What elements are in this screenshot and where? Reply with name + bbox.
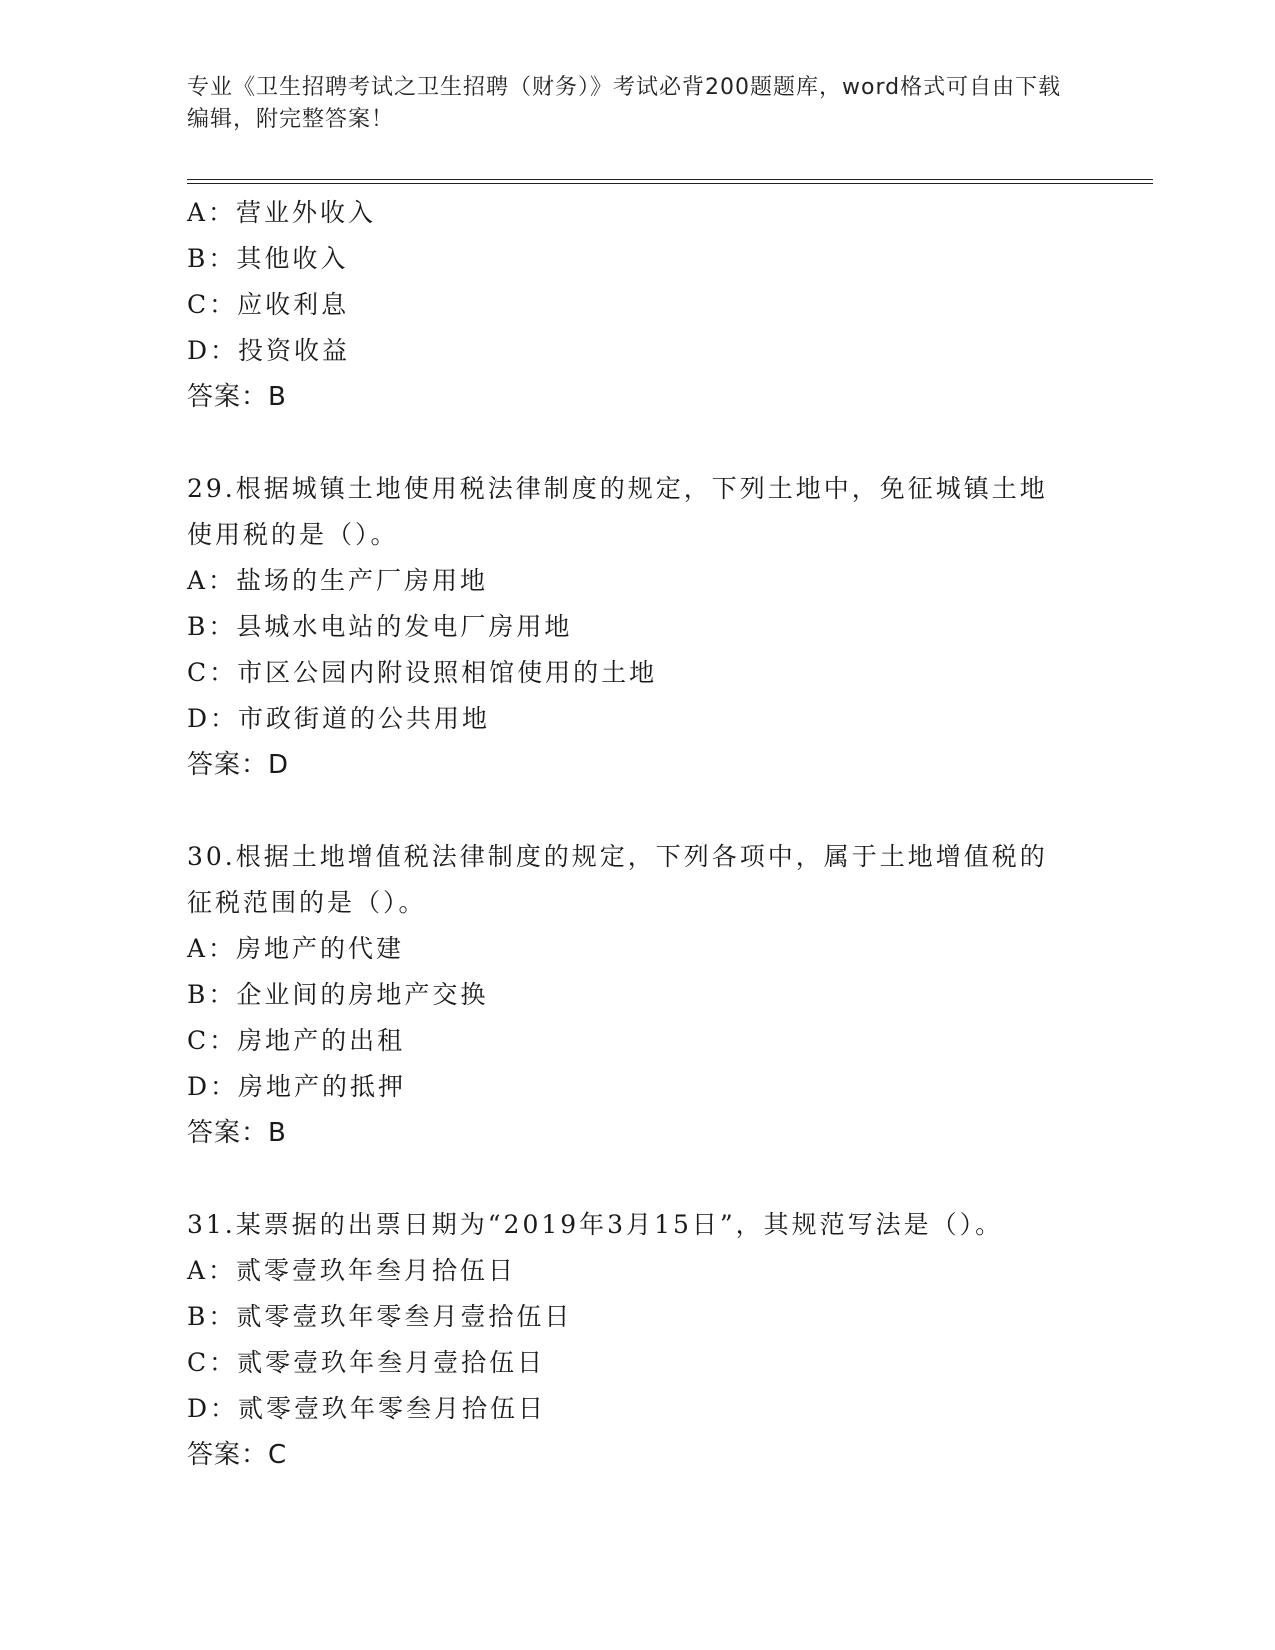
- option-b: B：其他收入: [187, 244, 349, 273]
- option-c: C：市区公园内附设照相馆使用的土地: [187, 658, 658, 687]
- question-stem-line2: 征税范围的是（）。: [187, 888, 427, 917]
- answer-line: 答案：D: [187, 750, 290, 780]
- option-d: D：房地产的抵押: [187, 1072, 407, 1101]
- question-31: [187, 1202, 1087, 1478]
- question-partial: [187, 190, 1087, 420]
- option-b: B：贰零壹玖年零叁月壹拾伍日: [187, 1302, 573, 1331]
- question-stem-line1: 31.某票据的出票日期为“2019年3月15日”，其规范写法是（）。: [187, 1210, 1004, 1239]
- question-29: [187, 466, 1087, 788]
- option-c: C：应收利息: [187, 290, 350, 319]
- answer-line: 答案：B: [187, 382, 287, 412]
- option-a: A：房地产的代建: [187, 934, 405, 963]
- option-d: D：投资收益: [187, 336, 351, 365]
- option-d: D：贰零壹玖年零叁月拾伍日: [187, 1394, 547, 1423]
- header-rule-bottom: [187, 183, 1153, 184]
- option-c: C：贰零壹玖年叁月壹拾伍日: [187, 1348, 546, 1377]
- question-30: [187, 834, 1087, 1156]
- option-a: A：贰零壹玖年叁月拾伍日: [187, 1256, 517, 1285]
- header-rule-top: [187, 179, 1153, 180]
- document-header: 专业《卫生招聘考试之卫生招聘（财务）》考试必背200题题库，word格式可自由下载编辑，附完整答案！: [187, 75, 1062, 132]
- option-b: B：企业间的房地产交换: [187, 980, 489, 1009]
- option-b: B：县城水电站的发电厂房用地: [187, 612, 573, 641]
- question-stem-line1: 29.根据城镇土地使用税法律制度的规定，下列土地中，免征城镇土地: [187, 474, 1048, 503]
- option-a: A：盐场的生产厂房用地: [187, 566, 489, 595]
- option-d: D：市政街道的公共用地: [187, 704, 491, 733]
- question-list: [187, 190, 1087, 1524]
- answer-line: 答案：C: [187, 1440, 288, 1470]
- answer-line: 答案：B: [187, 1118, 287, 1148]
- option-a: A：营业外收入: [187, 198, 377, 227]
- question-stem-line1: 30.根据土地增值税法律制度的规定，下列各项中，属于土地增值税的: [187, 842, 1048, 871]
- question-stem-line2: 使用税的是（）。: [187, 520, 399, 549]
- option-c: C：房地产的出租: [187, 1026, 406, 1055]
